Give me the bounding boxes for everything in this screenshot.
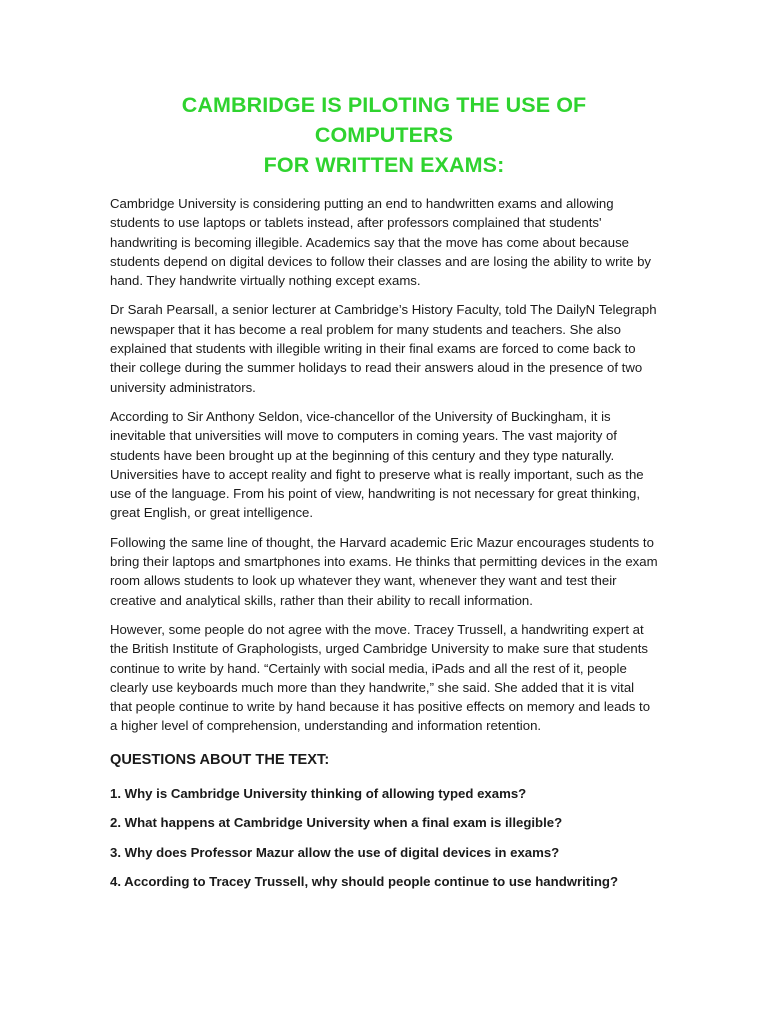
document-title bbox=[110, 90, 658, 180]
questions-heading: QUESTIONS ABOUT THE TEXT: bbox=[110, 751, 330, 768]
paragraph-3: According to Sir Anthony Seldon, vice-chancellor of the University of Buckingham, it is inevitable that universities will move to computers in coming years. The vast majority of students have been brought up at the beginning of this century and they type naturally. Universities have to accept reality and fight to preserve what is really important, such as the use of the language. From his point of view, handwriting is not necessary for great thinking, great English, or great intelligence. bbox=[110, 408, 644, 521]
question-1: 1. Why is Cambridge University thinking of allowing typed exams? bbox=[110, 785, 527, 801]
paragraph-5: However, some people do not agree with the move. Tracey Trussell, a handwriting expert at the British Institute of Graphologists, urged Cambridge University to make sure that students continue to write by hand. “Certainly with social media, iPads and all the rest of it, people clearly use keyboards much more than they handwrite,” she said. She added that it is vital that people continue to write by hand because it has positive effects on memory and leads to a higher level of comprehension, understanding and information retention. bbox=[110, 621, 651, 734]
paragraph-2: Dr Sarah Pearsall, a senior lecturer at Cambridge’s History Faculty, told The DailyN Telegraph newspaper that it has become a real problem for many students and teachers. She also explained that students with illegible writing in their final exams are forced to come back to their college during the summer holidays to read their answers aloud in the presence of two university administrators. bbox=[110, 302, 657, 395]
question-2: 2. What happens at Cambridge University when a final exam is illegible? bbox=[110, 815, 563, 831]
question-3: 3. Why does Professor Mazur allow the use of digital devices in exams? bbox=[110, 844, 560, 860]
paragraph-1: Cambridge University is considering putting an end to handwritten exams and allowing students to use laptops or tablets instead, after professors complained that students' handwriting is becoming illegible. Academics say that the move has come about because students depend on digital devices to follow their classes and are losing the ability to write by hand. They handwrite virtually nothing except exams. bbox=[110, 196, 651, 289]
document-title-line-2: FOR WRITTEN EXAMS: bbox=[263, 153, 505, 177]
paragraph-4: Following the same line of thought, the Harvard academic Eric Mazur encourages students to bring their laptops and smartphones into exams. He thinks that permitting devices in the exam room allows students to look up whatever they want, whenever they want and test their creative and analytical skills, rather than their ability to recall information. bbox=[110, 534, 658, 608]
question-4: 4. According to Tracey Trussell, why should people continue to use handwriting? bbox=[110, 874, 619, 890]
document-title-line-1: CAMBRIDGE IS PILOTING THE USE OF COMPUTERS bbox=[181, 93, 587, 147]
